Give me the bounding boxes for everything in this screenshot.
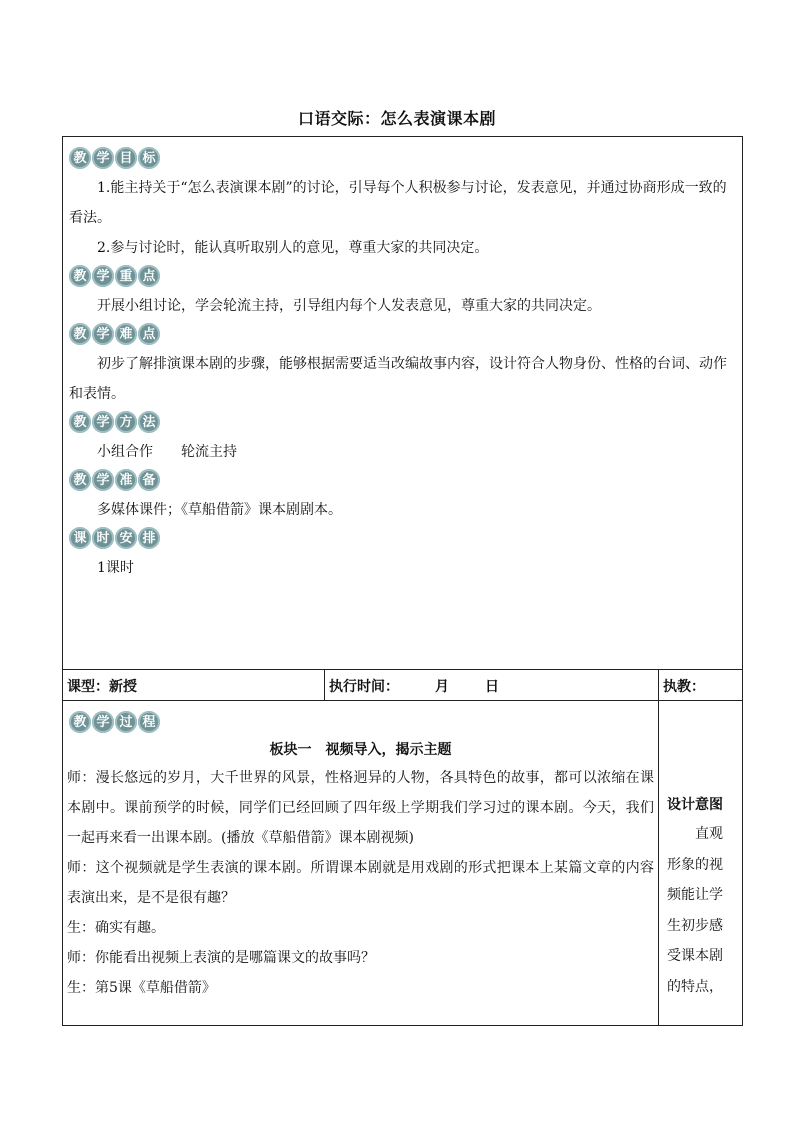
heading-char: 法 — [138, 411, 160, 433]
document-title: 口语交际：怎么表演课本剧 — [297, 109, 496, 128]
info-row — [63, 670, 742, 701]
objective-1: 1.能主持关于“怎么表演课本剧”的讨论，引导每个人积极参与讨论，发表意见，并通过协商形成一致的看法。 — [69, 180, 727, 226]
heading-char: 时 — [92, 527, 114, 549]
heading-char: 学 — [92, 711, 114, 733]
process-row — [63, 701, 742, 1025]
dialogue-line: 师：你能看出视频上表演的是哪篇课文的故事吗？ — [67, 950, 375, 966]
heading-char: 目 — [115, 147, 137, 169]
month-label: 月 — [435, 679, 449, 695]
day-label: 日 — [485, 679, 499, 695]
heading-char: 排 — [138, 527, 160, 549]
design-intent-title: 设计意图 — [667, 797, 723, 813]
heading-char: 教 — [69, 469, 91, 491]
teacher-cell — [659, 670, 742, 700]
key-points-text: 开展小组讨论，学会轮流主持，引导组内每个人发表意见，尊重大家的共同决定。 — [97, 298, 601, 314]
heading-char: 准 — [115, 469, 137, 491]
teacher-label: 执教： — [663, 679, 705, 695]
heading-char: 教 — [69, 711, 91, 733]
heading-char: 方 — [115, 411, 137, 433]
heading-char: 重 — [115, 265, 137, 287]
heading-char: 安 — [115, 527, 137, 549]
heading-char: 教 — [69, 411, 91, 433]
execution-time-cell — [325, 670, 659, 700]
heading-char: 过 — [115, 711, 137, 733]
overview-cell — [63, 137, 742, 670]
lesson-type-label: 课型： — [67, 679, 109, 695]
method-2: 轮流主持 — [181, 444, 237, 460]
methods-text — [69, 437, 734, 467]
lesson-plan-table — [62, 136, 743, 1026]
dialogue-line: 师：漫长悠远的岁月，大千世界的风景，性格迥异的人物，各具特色的故事，都可以浓缩在课本剧中。课前预学的时候，同学们已经回顾了四年级上学期我们学习过的课本剧。今天，我们一起再来看一出课本剧。(播放《草船借箭》课本剧视频) — [67, 770, 654, 846]
heading-char: 学 — [92, 469, 114, 491]
heading-char: 教 — [69, 265, 91, 287]
design-intent-cell — [659, 701, 742, 1025]
block-title: 板块一 视频导入，揭示主题 — [269, 742, 452, 758]
heading-char: 课 — [69, 527, 91, 549]
lesson-type-value: 新授 — [109, 679, 137, 695]
lesson-type-cell — [63, 670, 325, 700]
heading-char: 学 — [92, 323, 114, 345]
heading-char: 程 — [138, 711, 160, 733]
process-heading — [69, 711, 654, 733]
process-cell — [63, 701, 659, 1025]
method-1: 小组合作 — [97, 444, 153, 460]
heading-char: 学 — [92, 411, 114, 433]
design-intent-text: 直观形象的视频能让学生初步感受课本剧的特点， — [667, 826, 723, 995]
execution-time-label: 执行时间： — [329, 679, 399, 695]
difficulties-text: 初步了解排演课本剧的步骤，能够根据需要适当改编故事内容，设计符合人物身份、性格的台词、动作和表情。 — [69, 356, 727, 402]
heading-char: 点 — [138, 323, 160, 345]
heading-char: 备 — [138, 469, 160, 491]
methods-heading — [69, 411, 734, 433]
objectives-heading — [69, 147, 734, 169]
dialogue-line: 生：第5课《草船借箭》 — [67, 980, 216, 996]
dialogue-line: 师：这个视频就是学生表演的课本剧。所谓课本剧就是用戏剧的形式把课本上某篇文章的内容表演出来，是不是很有趣？ — [67, 860, 654, 906]
preparation-heading — [69, 469, 734, 491]
difficulties-heading — [69, 323, 734, 345]
heading-char: 学 — [92, 147, 114, 169]
heading-char: 难 — [115, 323, 137, 345]
objective-2: 2.参与讨论时，能认真听取别人的意见，尊重大家的共同决定。 — [97, 240, 489, 256]
heading-char: 学 — [92, 265, 114, 287]
heading-char: 教 — [69, 147, 91, 169]
preparation-text: 多媒体课件；《草船借箭》课本剧剧本。 — [97, 502, 342, 518]
schedule-text: 1课时 — [97, 560, 134, 576]
dialogue-line: 生：确实有趣。 — [67, 920, 165, 936]
schedule-heading — [69, 527, 734, 549]
heading-char: 点 — [138, 265, 160, 287]
heading-char: 教 — [69, 323, 91, 345]
heading-char: 标 — [138, 147, 160, 169]
key-points-heading — [69, 265, 734, 287]
